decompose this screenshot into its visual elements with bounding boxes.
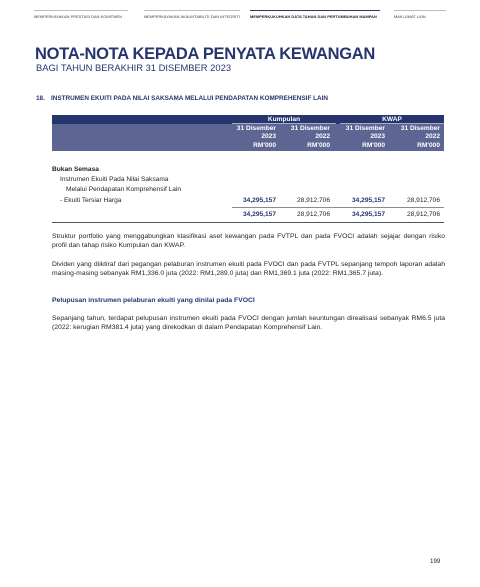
table-total-cell: 28,912,706 — [406, 211, 440, 218]
group-underline — [340, 123, 444, 124]
table-total-cell: 34,295,157 — [242, 211, 276, 218]
table-cell: 34,295,157 — [351, 197, 385, 204]
column-header-year: 2023 — [261, 132, 276, 140]
column-header-date: 31 Disember — [290, 125, 330, 132]
column-header-unit: RM'000 — [417, 142, 440, 150]
nav-tab-label: MEMPERKUKUHKAN DATA TAHAN DAN PERTUMBUHAN MAMPAN — [250, 14, 377, 19]
nav-tab-bar-active — [250, 10, 380, 11]
top-navigation — [34, 14, 446, 28]
table-group-kwap — [340, 115, 444, 124]
page-title: NOTA-NOTA KEPADA PENYATA KEWANGAN — [35, 45, 375, 63]
table-item-label: Melalui Pendapatan Komprehensif Lain — [66, 186, 182, 193]
table-group-label: KWAP — [382, 116, 402, 123]
column-header-date: 31 Disember — [400, 125, 440, 132]
subtotal-rule — [232, 207, 444, 208]
nav-tab-maklumat-lain[interactable] — [394, 14, 426, 19]
column-header-unit: RM'000 — [362, 142, 385, 150]
column-header-year: 2022 — [315, 132, 330, 140]
nav-tab-akauntabiliti[interactable] — [144, 14, 240, 19]
table-item-label: Instrumen Ekuiti Pada Nilai Saksama — [60, 176, 169, 183]
column-header-date: 31 Disember — [236, 125, 276, 132]
table-item-label: - Ekuiti Tersiar Harga — [60, 197, 122, 204]
table-cell: 28,912,706 — [296, 197, 330, 204]
column-header-year: 2022 — [425, 132, 440, 140]
column-header-unit: RM'000 — [253, 142, 276, 150]
nav-tab-label: MAKLUMAT LAIN — [394, 14, 426, 19]
column-header-year: 2023 — [370, 132, 385, 140]
nav-tab-prestasi[interactable] — [34, 14, 122, 19]
page-number: 199 — [430, 558, 441, 565]
table-group-kumpulan — [232, 115, 336, 124]
nav-tab-label: MEMPERKAYAKAN AKAUNTABILITI DAN INTEGRITI — [144, 14, 240, 19]
nav-tab-bar — [394, 10, 446, 11]
nav-tab-bar — [144, 10, 240, 11]
table-total-cell: 34,295,157 — [351, 211, 385, 218]
table-cell: 28,912,706 — [406, 197, 440, 204]
paragraph: Struktur portfolio yang menggabungkan klasifikasi aset kewangan pada FVTPL dan pada FVOCI adalah sejajar dengan risiko profil dan tahap risiko Kumpulan dan KWAP. — [52, 233, 445, 250]
column-header-unit: RM'000 — [307, 142, 330, 150]
total-rule — [52, 222, 444, 223]
paragraph: Sepanjang tahun, terdapat pelupusan instrumen ekuiti pada FVOCI dengan jumlah keuntungan direalisasi sebanyak RM6.5 juta (2022: kerugian RM381.4 juta) yang direkodkan di dalam Pendapatan Komprehensif Lain. — [52, 315, 445, 332]
section-number: 18. — [36, 95, 45, 102]
table-group-label: Kumpulan — [267, 116, 301, 123]
column-header-date: 31 Disember — [345, 125, 385, 132]
page-subtitle: BAGI TAHUN BERAKHIR 31 DISEMBER 2023 — [36, 61, 232, 73]
section-title: INSTRUMEN EKUITI PADA NILAI SAKSAMA MELALUI PENDAPATAN KOMPREHENSIF LAIN — [51, 95, 329, 102]
nav-tab-bar — [34, 10, 128, 11]
group-underline — [232, 123, 336, 124]
section-heading — [36, 95, 328, 102]
paragraph: Dividen yang diiktiraf dari pegangan pelaburan instrumen ekuiti pada FVOCI dan pada FVTPL sepanjang tempoh laporan adalah masing-masing sebanyak RM1,336.0 juta (2022: RM1,289.0 juta) dan RM1,369.1 juta (2022: RM1,365.7 juta). — [52, 261, 445, 278]
column-header — [331, 125, 385, 150]
table-total-cell: 28,912,706 — [296, 211, 330, 218]
column-header — [386, 125, 440, 150]
table-category-label: Bukan Semasa — [52, 166, 99, 173]
nav-tab-label: MEMPERKAYAKAN PRESTASI DAN KOMITMEN — [34, 14, 123, 19]
subheading: Pelupusan instrumen pelaburan ekuiti yang dinilai pada FVOCI — [52, 297, 255, 304]
column-header — [276, 125, 330, 150]
table-cell: 34,295,157 — [242, 197, 276, 204]
column-header — [222, 125, 276, 150]
nav-tab-data-tahan[interactable] — [250, 14, 377, 19]
